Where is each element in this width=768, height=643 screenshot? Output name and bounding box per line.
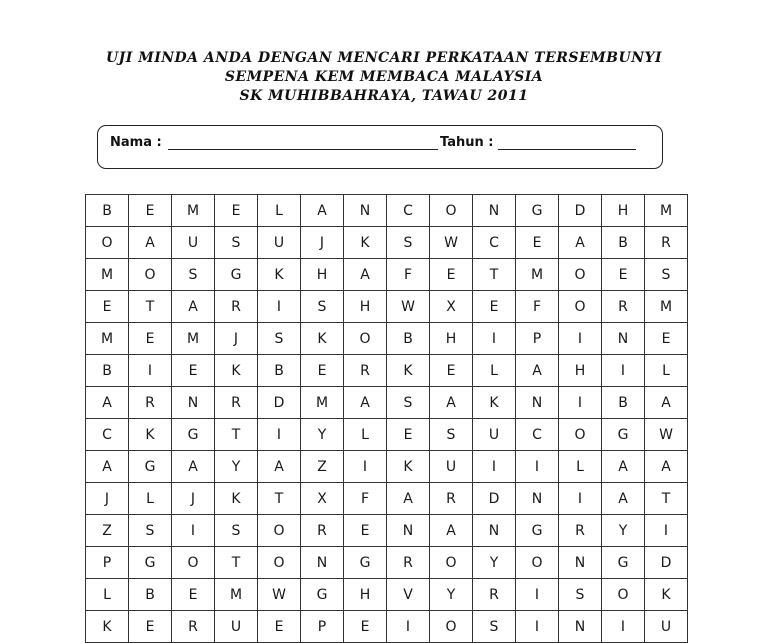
grid-cell: T (129, 291, 172, 323)
grid-row (86, 451, 688, 483)
grid-cell: Y (301, 419, 344, 451)
grid-cell: E (344, 515, 387, 547)
grid-cell: R (602, 291, 645, 323)
grid-cell: T (215, 547, 258, 579)
grid-cell: T (215, 419, 258, 451)
grid-row (86, 259, 688, 291)
name-label: Nama : (110, 135, 162, 150)
grid-cell: O (258, 547, 301, 579)
grid-cell: E (258, 611, 301, 643)
grid-cell: I (129, 355, 172, 387)
grid-cell: R (301, 515, 344, 547)
grid-cell: P (516, 323, 559, 355)
grid-cell: E (172, 579, 215, 611)
grid-cell: K (387, 355, 430, 387)
grid-cell: H (301, 259, 344, 291)
grid-cell: E (645, 323, 688, 355)
grid-cell: I (516, 451, 559, 483)
grid-cell: N (344, 195, 387, 227)
grid-cell: M (516, 259, 559, 291)
grid-cell: E (387, 419, 430, 451)
grid-cell: U (645, 611, 688, 643)
grid-cell: K (129, 419, 172, 451)
grid-cell: P (301, 611, 344, 643)
grid-cell: H (602, 195, 645, 227)
grid-cell: Y (473, 547, 516, 579)
grid-cell: A (430, 515, 473, 547)
grid-cell: S (301, 291, 344, 323)
grid-cell: M (645, 291, 688, 323)
grid-cell: S (559, 579, 602, 611)
grid-row (86, 579, 688, 611)
grid-cell: A (258, 451, 301, 483)
grid-cell: S (129, 515, 172, 547)
grid-cell: T (258, 483, 301, 515)
grid-row (86, 355, 688, 387)
grid-cell: E (602, 259, 645, 291)
grid-cell: D (473, 483, 516, 515)
grid-cell: O (430, 195, 473, 227)
grid-cell: N (387, 515, 430, 547)
grid-cell: E (344, 611, 387, 643)
grid-cell: R (430, 483, 473, 515)
grid-cell: A (86, 451, 129, 483)
grid-cell: M (86, 323, 129, 355)
grid-cell: I (258, 291, 301, 323)
grid-cell: S (215, 227, 258, 259)
grid-cell: M (301, 387, 344, 419)
grid-cell: G (516, 515, 559, 547)
grid-cell: G (344, 547, 387, 579)
grid-cell: C (387, 195, 430, 227)
grid-cell: A (645, 387, 688, 419)
grid-cell: J (301, 227, 344, 259)
grid-cell: B (258, 355, 301, 387)
grid-cell: W (645, 419, 688, 451)
grid-cell: N (473, 515, 516, 547)
grid-cell: K (215, 483, 258, 515)
worksheet-subtitle: SEMPENA KEM MEMBACA MALAYSIA (224, 69, 544, 85)
grid-cell: Y (602, 515, 645, 547)
grid-cell: I (516, 611, 559, 643)
grid-cell: M (86, 259, 129, 291)
grid-cell: G (215, 259, 258, 291)
grid-cell: A (301, 195, 344, 227)
grid-cell: G (602, 419, 645, 451)
grid-cell: R (387, 547, 430, 579)
grid-cell: A (602, 483, 645, 515)
grid-cell: J (215, 323, 258, 355)
grid-cell: K (258, 259, 301, 291)
grid-cell: F (387, 259, 430, 291)
grid-cell: S (473, 611, 516, 643)
grid-row (86, 515, 688, 547)
school-name: SK MUHIBBAHRAYA, TAWAU 2011 (239, 88, 529, 104)
grid-row (86, 291, 688, 323)
grid-cell: I (516, 579, 559, 611)
grid-cell: M (215, 579, 258, 611)
grid-cell: D (559, 195, 602, 227)
grid-cell: I (602, 611, 645, 643)
grid-cell: I (602, 355, 645, 387)
grid-cell: T (645, 483, 688, 515)
student-info-box (97, 125, 663, 169)
grid-cell: I (559, 387, 602, 419)
grid-cell: A (645, 451, 688, 483)
grid-cell: L (559, 451, 602, 483)
grid-cell: S (430, 419, 473, 451)
grid-cell: R (344, 355, 387, 387)
grid-cell: X (301, 483, 344, 515)
grid-cell: N (516, 483, 559, 515)
grid-cell: E (430, 259, 473, 291)
grid-cell: U (258, 227, 301, 259)
grid-cell: S (387, 387, 430, 419)
grid-cell: U (473, 419, 516, 451)
grid-cell: S (258, 323, 301, 355)
grid-cell: K (387, 451, 430, 483)
grid-cell: C (86, 419, 129, 451)
grid-cell: W (430, 227, 473, 259)
grid-cell: O (602, 579, 645, 611)
grid-cell: O (129, 259, 172, 291)
grid-cell: L (86, 579, 129, 611)
grid-cell: I (344, 451, 387, 483)
grid-cell: E (516, 227, 559, 259)
grid-cell: O (258, 515, 301, 547)
grid-cell: L (645, 355, 688, 387)
grid-cell: L (344, 419, 387, 451)
grid-cell: G (516, 195, 559, 227)
grid-cell: I (387, 611, 430, 643)
grid-row (86, 387, 688, 419)
grid-cell: O (172, 547, 215, 579)
grid-cell: E (86, 291, 129, 323)
grid-cell: S (387, 227, 430, 259)
grid-row (86, 419, 688, 451)
grid-cell: O (344, 323, 387, 355)
grid-cell: E (215, 195, 258, 227)
grid-cell: P (86, 547, 129, 579)
grid-cell: R (645, 227, 688, 259)
grid-cell: A (172, 291, 215, 323)
grid-cell: I (258, 419, 301, 451)
grid-cell: I (172, 515, 215, 547)
grid-cell: B (602, 387, 645, 419)
grid-cell: A (602, 451, 645, 483)
grid-cell: I (473, 323, 516, 355)
grid-cell: I (559, 483, 602, 515)
grid-cell: H (430, 323, 473, 355)
grid-cell: H (559, 355, 602, 387)
grid-cell: O (86, 227, 129, 259)
grid-cell: N (516, 387, 559, 419)
worksheet-title: UJI MINDA ANDA DENGAN MENCARI PERKATAAN TERSEMBUNYI (105, 50, 663, 66)
grid-cell: E (129, 611, 172, 643)
grid-cell: Z (86, 515, 129, 547)
grid-cell: K (86, 611, 129, 643)
grid-cell: K (473, 387, 516, 419)
grid-cell: Y (215, 451, 258, 483)
grid-cell: I (645, 515, 688, 547)
grid-cell: K (645, 579, 688, 611)
grid-cell: H (344, 291, 387, 323)
grid-cell: O (559, 259, 602, 291)
grid-cell: B (387, 323, 430, 355)
grid-cell: A (387, 483, 430, 515)
grid-cell: S (645, 259, 688, 291)
grid-cell: C (516, 419, 559, 451)
grid-cell: A (172, 451, 215, 483)
word-search-grid (85, 194, 688, 643)
grid-cell: X (430, 291, 473, 323)
grid-cell: H (344, 579, 387, 611)
grid-row (86, 195, 688, 227)
grid-cell: M (172, 195, 215, 227)
grid-cell: R (215, 291, 258, 323)
grid-cell: R (559, 515, 602, 547)
grid-cell: R (172, 611, 215, 643)
grid-cell: Z (301, 451, 344, 483)
grid-cell: V (387, 579, 430, 611)
grid-cell: D (645, 547, 688, 579)
grid-cell: I (559, 323, 602, 355)
grid-cell: N (602, 323, 645, 355)
grid-cell: R (473, 579, 516, 611)
grid-cell: G (129, 451, 172, 483)
grid-cell: F (516, 291, 559, 323)
grid-cell: A (559, 227, 602, 259)
grid-cell: A (129, 227, 172, 259)
grid-cell: G (172, 419, 215, 451)
grid-cell: U (430, 451, 473, 483)
grid-cell: M (172, 323, 215, 355)
grid-cell: B (86, 355, 129, 387)
grid-cell: K (301, 323, 344, 355)
grid-cell: K (215, 355, 258, 387)
grid-cell: N (172, 387, 215, 419)
grid-cell: O (430, 547, 473, 579)
grid-cell: U (215, 611, 258, 643)
grid-cell: J (172, 483, 215, 515)
grid-cell: B (129, 579, 172, 611)
grid-cell: I (473, 451, 516, 483)
grid-cell: O (559, 291, 602, 323)
year-label: Tahun : (440, 135, 494, 150)
grid-cell: A (344, 259, 387, 291)
grid-cell: L (129, 483, 172, 515)
grid-cell: N (559, 611, 602, 643)
grid-cell: O (430, 611, 473, 643)
grid-cell: A (344, 387, 387, 419)
grid-cell: F (344, 483, 387, 515)
grid-cell: J (86, 483, 129, 515)
grid-cell: S (215, 515, 258, 547)
grid-cell: T (473, 259, 516, 291)
grid-cell: L (473, 355, 516, 387)
grid-cell: U (172, 227, 215, 259)
grid-row (86, 483, 688, 515)
grid-cell: B (602, 227, 645, 259)
grid-cell: N (301, 547, 344, 579)
grid-cell: E (473, 291, 516, 323)
grid-cell: A (516, 355, 559, 387)
grid-row (86, 323, 688, 355)
grid-cell: R (129, 387, 172, 419)
grid-row (86, 547, 688, 579)
grid-cell: R (215, 387, 258, 419)
year-field[interactable] (498, 149, 636, 150)
grid-cell: A (430, 387, 473, 419)
grid-cell: D (258, 387, 301, 419)
grid-cell: E (172, 355, 215, 387)
grid-cell: Y (430, 579, 473, 611)
grid-cell: W (258, 579, 301, 611)
grid-cell: S (172, 259, 215, 291)
grid-cell: G (301, 579, 344, 611)
grid-row (86, 611, 688, 643)
grid-cell: E (430, 355, 473, 387)
grid-cell: B (86, 195, 129, 227)
grid-cell: M (645, 195, 688, 227)
grid-cell: N (559, 547, 602, 579)
grid-cell: C (473, 227, 516, 259)
grid-cell: E (129, 323, 172, 355)
grid-cell: K (344, 227, 387, 259)
grid-cell: E (129, 195, 172, 227)
grid-cell: G (129, 547, 172, 579)
grid-cell: O (516, 547, 559, 579)
grid-cell: E (301, 355, 344, 387)
grid-cell: W (387, 291, 430, 323)
grid-cell: O (559, 419, 602, 451)
name-field[interactable] (168, 149, 438, 150)
grid-cell: L (258, 195, 301, 227)
grid-row (86, 227, 688, 259)
grid-cell: A (86, 387, 129, 419)
grid-cell: G (602, 547, 645, 579)
grid-cell: N (473, 195, 516, 227)
